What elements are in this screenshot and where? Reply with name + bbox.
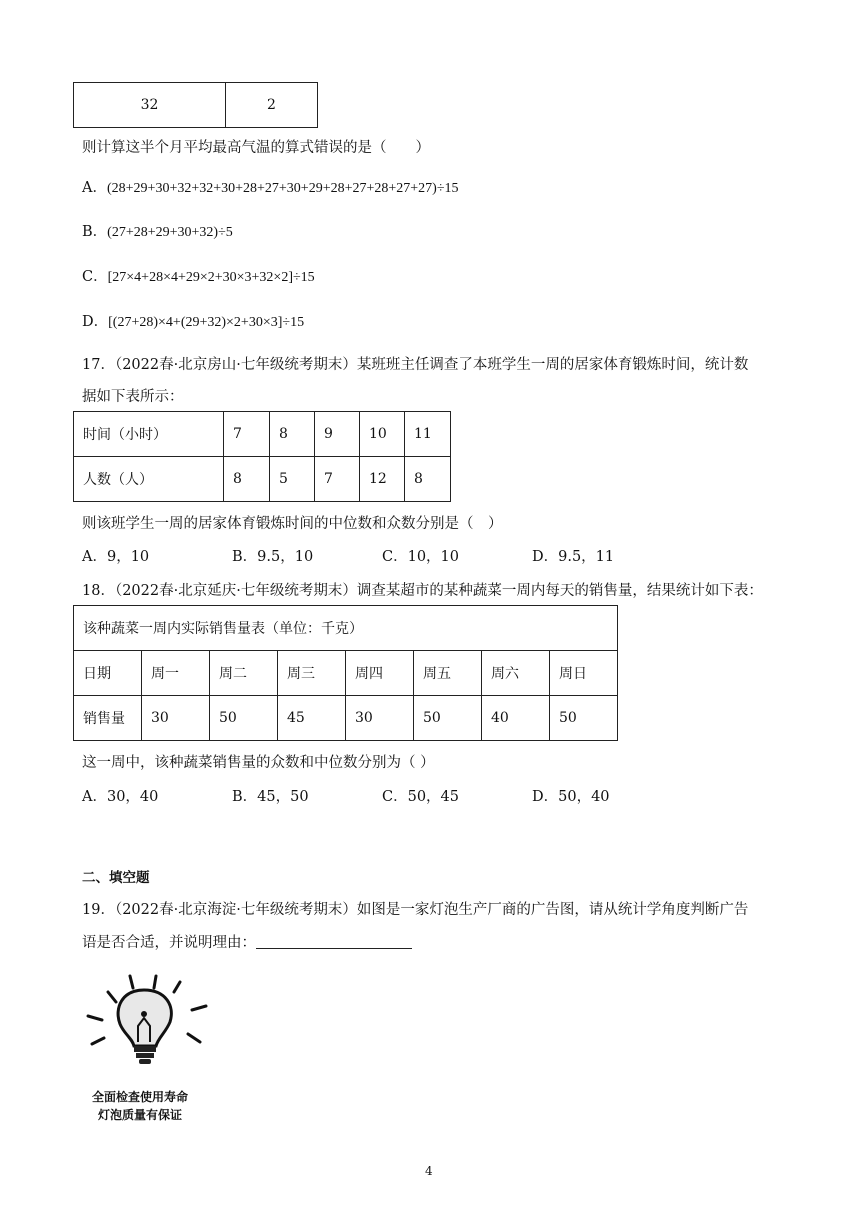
table-cell: 30 — [142, 696, 210, 741]
table-cell: 50 — [414, 696, 482, 741]
q17-option-b: B．9.5，10 — [232, 549, 314, 565]
light-bulb-icon — [80, 972, 215, 1070]
option-label: A． — [82, 180, 107, 196]
option-label: D． — [82, 314, 109, 330]
table-header-cell: 日期 — [74, 651, 142, 696]
q17-option-d: D．9.5，11 — [532, 549, 615, 565]
option-label: B． — [82, 224, 108, 240]
q17-option-c: C．10，10 — [382, 549, 459, 565]
q18-option-a: A．30，40 — [82, 789, 159, 805]
q16-option-b — [82, 220, 233, 241]
q17-question: 则该班学生一周的居家体育锻炼时间的中位数和众数分别是（ ） — [82, 516, 503, 532]
q17-option-a: A．9，10 — [82, 549, 150, 565]
table-cell: 2 — [226, 83, 318, 128]
q17-stem-line2: 据如下表所示： — [82, 389, 184, 405]
q16-stem: 则计算这半个月平均最高气温的算式错误的是（ ） — [82, 140, 430, 156]
table-title-cell: 该种蔬菜一周内实际销售量表（单位：千克） — [74, 606, 618, 651]
table-cell: 周二 — [210, 651, 278, 696]
option-formula: [(27+28)×4+(29+32)×2+30×3]÷15 — [108, 315, 305, 330]
table-header-cell: 人数（人） — [74, 457, 224, 502]
option-formula: [27×4+28×4+29×2+30×3+32×2]÷15 — [107, 270, 315, 285]
q19-stem-line1: 19．（2022春·北京海淀·七年级统考期末）如图是一家灯泡生产厂商的广告图，请从统计学角度判断广告 — [82, 902, 749, 918]
table-cell: 周四 — [346, 651, 414, 696]
table-cell: 9 — [315, 412, 360, 457]
table-cell: 周一 — [142, 651, 210, 696]
table-header-cell: 销售量 — [74, 696, 142, 741]
table-cell: 12 — [360, 457, 405, 502]
caption-line: 灯泡质量有保证 — [97, 1108, 182, 1122]
table-cell: 45 — [278, 696, 346, 741]
section-heading: 二、填空题 — [82, 870, 150, 886]
q18-option-b: B．45，50 — [232, 789, 309, 805]
q16-option-c — [82, 265, 315, 286]
page-number: 4 — [425, 1164, 433, 1178]
table-cell: 7 — [224, 412, 270, 457]
table-cell: 11 — [405, 412, 451, 457]
table-cell: 40 — [482, 696, 550, 741]
q17-stem-line1: 17．（2022春·北京房山·七年级统考期末）某班班主任调查了本班学生一周的居家体育锻炼时间，统计数 — [82, 357, 749, 373]
q18-table — [73, 605, 618, 741]
q18-question: 这一周中，该种蔬菜销售量的众数和中位数分别为（ ） — [82, 755, 435, 771]
option-formula: (28+29+30+32+32+30+28+27+30+29+28+27+28+27+27)÷15 — [106, 181, 459, 196]
table-cell: 周日 — [550, 651, 618, 696]
table-cell: 30 — [346, 696, 414, 741]
option-formula: (27+28+29+30+32)÷5 — [107, 225, 233, 240]
table-cell: 50 — [210, 696, 278, 741]
table-cell: 8 — [224, 457, 270, 502]
q18-option-d: D．50，40 — [532, 789, 610, 805]
table-cell: 50 — [550, 696, 618, 741]
bulb-caption — [80, 1088, 200, 1124]
table-cell: 10 — [360, 412, 405, 457]
table-cell: 周六 — [482, 651, 550, 696]
table-cell: 32 — [74, 83, 226, 128]
q17-table — [73, 411, 451, 502]
table-cell: 8 — [270, 412, 315, 457]
q16-option-d — [82, 310, 304, 331]
table-cell: 7 — [315, 457, 360, 502]
q18-stem: 18．（2022春·北京延庆·七年级统考期末）调查某超市的某种蔬菜一周内每天的销售量，结果统计如下表： — [82, 583, 763, 599]
answer-blank[interactable] — [256, 934, 412, 949]
option-label: C． — [82, 269, 108, 285]
q19-stem-line2 — [82, 931, 412, 952]
caption-line: 全面检查使用寿命 — [91, 1090, 188, 1104]
table-cell: 8 — [405, 457, 451, 502]
table-cell: 5 — [270, 457, 315, 502]
q16-option-a — [82, 176, 459, 197]
q18-option-c: C．50，45 — [382, 789, 459, 805]
table-cell: 周三 — [278, 651, 346, 696]
q19-stem-text: 语是否合适，并说明理由： — [82, 935, 256, 951]
table-header-cell: 时间（小时） — [74, 412, 224, 457]
table-cell: 周五 — [414, 651, 482, 696]
top-table — [73, 82, 318, 128]
